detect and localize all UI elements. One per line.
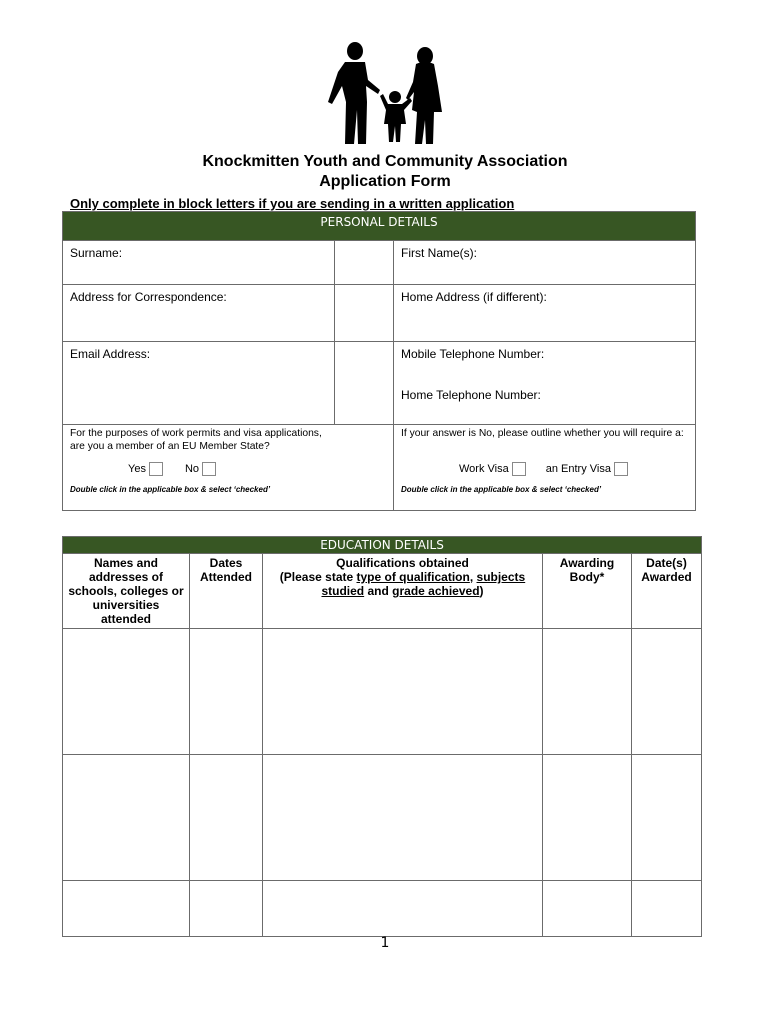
yes-checkbox[interactable] xyxy=(149,462,163,476)
eu-member-cell xyxy=(63,425,394,511)
home-address-field[interactable] xyxy=(394,285,696,342)
entry-visa-label: an Entry Visa xyxy=(545,462,611,475)
eu-question: For the purposes of work permits and visa applications, are you a member of an EU Member State? xyxy=(70,428,322,452)
education-cell[interactable] xyxy=(263,881,543,937)
no-label: No xyxy=(184,463,200,475)
education-cell[interactable] xyxy=(63,629,190,755)
no-checkbox[interactable] xyxy=(202,462,216,476)
education-cell[interactable] xyxy=(632,629,702,755)
col-header-date-awarded: Date(s) Awarded xyxy=(632,554,702,629)
address-field[interactable] xyxy=(335,285,394,342)
form-title: Application Form xyxy=(319,173,451,190)
education-cell[interactable] xyxy=(63,755,190,881)
checkbox-note-right: Double click in the applicable box & select ‘checked’ xyxy=(401,484,602,494)
entry-visa-checkbox[interactable] xyxy=(614,462,628,476)
education-cell[interactable] xyxy=(543,629,632,755)
education-cell[interactable] xyxy=(190,881,263,937)
work-visa-label: Work Visa xyxy=(459,462,509,475)
education-cell[interactable] xyxy=(543,881,632,937)
work-visa-checkbox[interactable] xyxy=(512,462,526,476)
address-label: Address for Correspondence: xyxy=(63,285,335,342)
visa-question: If your answer is No, please outline whether you will require a: xyxy=(401,428,684,439)
phone-cell[interactable] xyxy=(394,342,696,425)
col-header-awarding-body: Awarding Body* xyxy=(543,554,632,629)
col-header-names: Names and addresses of schools, colleges or universities attended xyxy=(63,554,190,629)
surname-label: Surname: xyxy=(63,241,335,285)
page-number: 1 xyxy=(380,935,390,951)
email-label: Email Address: xyxy=(63,342,335,425)
education-cell[interactable] xyxy=(190,629,263,755)
organisation-title: Knockmitten Youth and Community Association xyxy=(202,153,568,170)
education-cell[interactable] xyxy=(632,755,702,881)
instruction-text: Only complete in block letters if you are sending in a written application xyxy=(70,196,515,211)
col-header-qualifications: Qualifications obtained (Please state type of qualification, subjects studied and grade achieved) xyxy=(263,554,543,629)
personal-details-table xyxy=(62,211,696,511)
first-names-label: First Name(s): xyxy=(401,246,477,260)
education-cell[interactable] xyxy=(543,755,632,881)
personal-details-banner: PERSONAL DETAILS xyxy=(63,212,696,241)
education-cell[interactable] xyxy=(263,629,543,755)
email-field[interactable] xyxy=(335,342,394,425)
education-details-table xyxy=(62,536,702,937)
mobile-label: Mobile Telephone Number: xyxy=(401,347,545,361)
family-silhouette-icon xyxy=(322,40,446,148)
home-address-label: Home Address (if different): xyxy=(401,290,547,304)
yes-label: Yes xyxy=(128,463,146,475)
first-names-field[interactable] xyxy=(394,241,696,285)
checkbox-note-left: Double click in the applicable box & select ‘checked’ xyxy=(70,485,271,494)
education-details-banner: EDUCATION DETAILS xyxy=(63,537,702,554)
education-cell[interactable] xyxy=(263,755,543,881)
col-header-dates: Dates Attended xyxy=(190,554,263,629)
education-cell[interactable] xyxy=(632,881,702,937)
home-phone-label: Home Telephone Number: xyxy=(401,388,541,402)
visa-cell xyxy=(394,425,696,511)
education-cell[interactable] xyxy=(63,881,190,937)
education-cell[interactable] xyxy=(190,755,263,881)
surname-field[interactable] xyxy=(335,241,394,285)
